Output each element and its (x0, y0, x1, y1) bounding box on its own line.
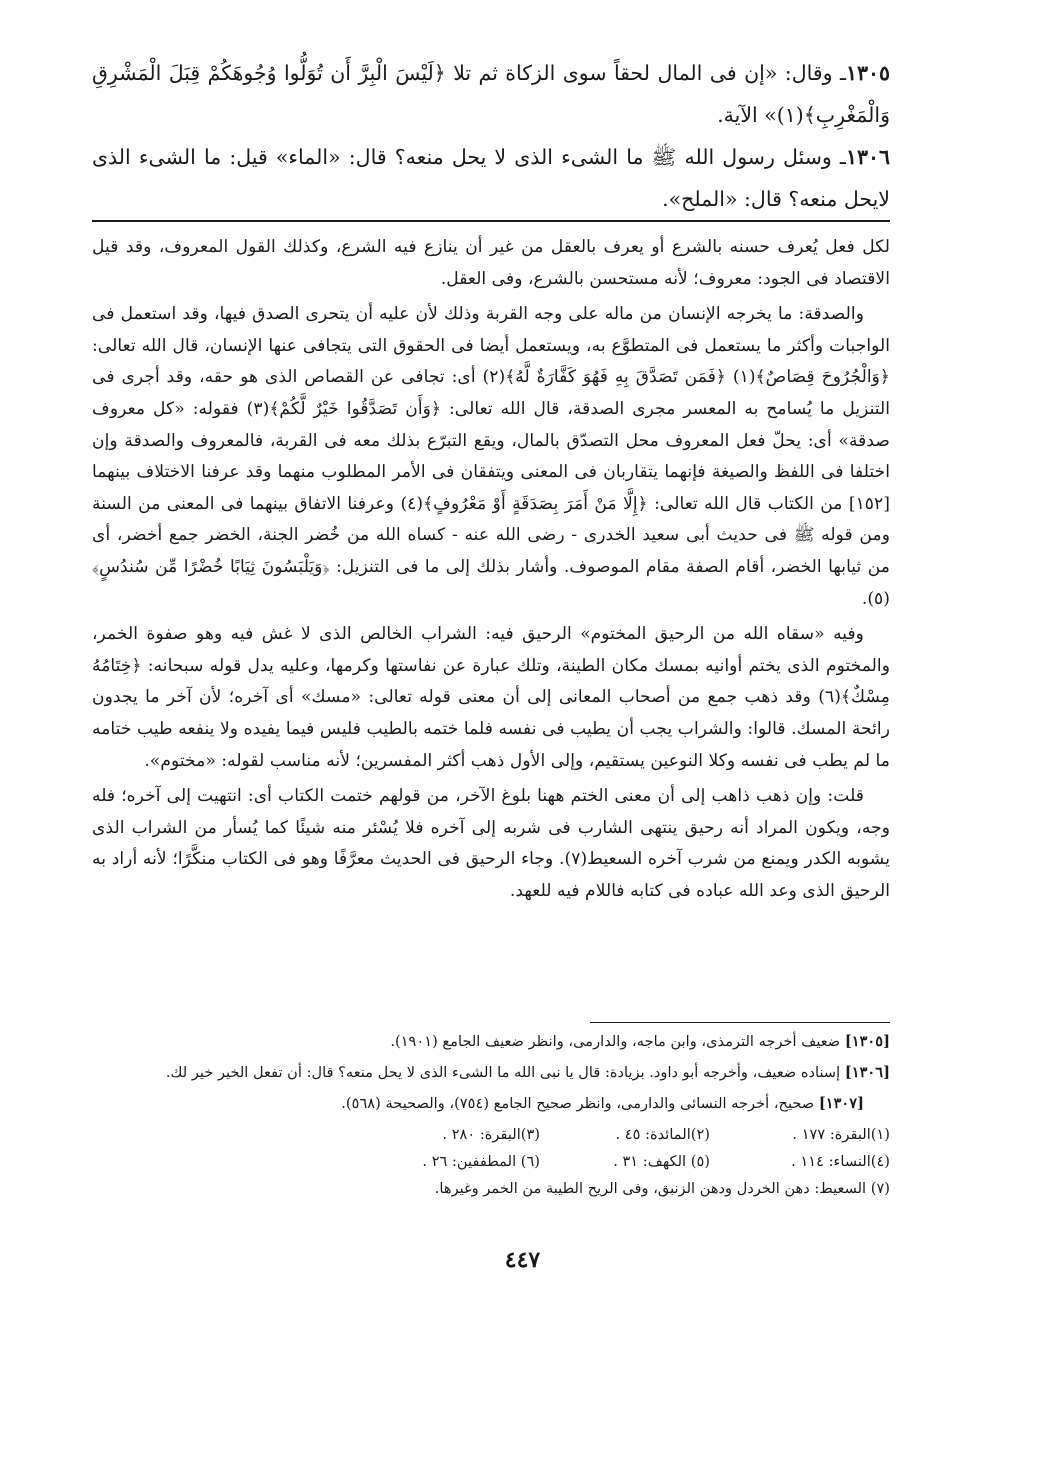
reference-item: (٤)النساء: ١١٤ . (791, 1153, 890, 1170)
footnote-divider (590, 1022, 890, 1023)
footnote-1307 (92, 1090, 890, 1117)
commentary-paragraph: والصدقة: ما يخرجه الإنسان من ماله على وجه القربة وذلك لأن عليه أن يتحرى الصدق فيها، وقد استعمل فى الواجبات وأكثر ما يستعمل فى المتطوَّع به، ويستعمل أيضا فى الحقوق التى يتجافى عنها الإنسان، قال الله تعالى: ﴿وَالْجُرُوحَ قِصَاصٌ﴾(١) ﴿فَمَن تَصَدَّقَ بِهِ فَهُوَ كَفَّارَةٌ لَّهُ﴾(٢) أى: تجافى عن القصاص الذى هو حقه، وقد أجرى فى التنزيل ما يُسامح به المعسر مجرى الصدقة، قال الله تعالى: ﴿وَأَن تَصَدَّقُوا خَيْرٌ لَّكُمْ﴾(٣) فقوله: «كل معروف صدقة» أى: يحلّ فعل المعروف محل التصدّق بالمال، ويقع التبرّع بذلك معه فى القربة، فالمعروف والصدقة وإن اختلفا فى اللفظ والصيغة فإنهما يتقاربان فى المعنى ويتفقان فى الأمر المطلوب منهما وقد عرفنا الاختلاف بينهما [١٥٢] من الكتاب قال الله تعالى: ﴿إِلَّا مَنْ أَمَرَ بِصَدَقَةٍ أَوْ مَعْرُوفٍ﴾(٤) وعرفنا الاتفاق بينهما فى المعنى من السنة ومن قوله ﷺ فى حديث أبى سعيد الخدرى - رضى الله عنه - كساه الله من خُضر الجنة، الخضر جمع أخضر، أى من ثيابها الخضر، أقام الصفة مقام الموصوف. وأشار بذلك إلى ما فى التنزيل: ﴿وَيَلْبَسُونَ ثِيَابًا خُضْرًا مِّن سُندُسٍ﴾(٥). (92, 304, 890, 609)
section-divider (92, 220, 890, 222)
reference-item: (٦) المطففين: ٢٦ . (422, 1153, 540, 1170)
hadith-text: وقال: «إن فى المال لحقاً سوى الزكاة ثم تلا ﴿لَيْسَ الْبِرَّ أَن تُوَلُّوا وُجُوهَكُمْ قِبَلَ الْمَشْرِقِ وَالْمَغْرِبِ﴾(١)» الآية. (92, 61, 890, 127)
commentary-paragraph: لكل فعل يُعرف حسنه بالشرع أو يعرف بالعقل من غير أن ينازع فيه الشرع، وكذلك القول المعروف، وقد قيل الاقتصاد فى الجود: معروف؛ لأنه مستحسن بالشرع، وفى العقل. (92, 237, 890, 289)
hadith-1306: ١٣٠٦ـ وسئل رسول الله ﷺ ما الشىء الذى لا يحل منعه؟ قال: «الماء» قيل: ما الشىء الذى لايحل منعه؟ قال: «الملح». (92, 145, 890, 211)
hadith-number: ١٣٠٥ (845, 61, 890, 85)
commentary-paragraph: وفيه «سقاه الله من الرحيق المختوم» الرحيق فيه: الشراب الخالص الذى لا غش فيه وهو صفوة الخمر، والمختوم الذى يختم أوانيه بمسك مكان الطينة، وتلك عبارة عن نفاستها وكرمها، وعليه يدل قوله سبحانه: ﴿خِتَامُهُ مِسْكٌ﴾(٦) وقد ذهب جمع من أصحاب المعانى إلى أن معنى قوله تعالى: «مسك» أى آخره؛ لأن آخر ما يجدون رائحة المسك. قالوا: والشراب يجب أن يطيب فى نفسه فلما ختمه بالطيب فليس فيما يفيده ولا ينفعه طيب ختامه ما لم يطب فى نفسه وكلا النوعين يستقيم، وإلى الأول ذهب أكثر المفسرين؛ لأنه مناسب لقوله: «مختوم». (92, 624, 890, 771)
reference-item: (٥) الكهف: ٣١ . (613, 1153, 710, 1170)
footnote-number: [١٣٠٦] (844, 1064, 890, 1081)
quran-references (92, 1121, 890, 1175)
hadith-text: وسئل رسول الله ﷺ ما الشىء الذى لا يحل منعه؟ قال: «الماء» قيل: ما الشىء الذى لايحل منعه؟ قال: «الملح». (92, 145, 890, 211)
footnote-text: ضعيف أخرجه الترمذى، وابن ماجه، والدارمى، وانظر ضعيف الجامع (١٩٠١). (390, 1033, 841, 1050)
commentary (92, 232, 890, 911)
footnotes (92, 1028, 890, 1206)
reference-item: (١)البقرة: ١٧٧ . (792, 1126, 890, 1143)
footnote-number: [١٣٠٧] (818, 1095, 864, 1112)
footnote-1306 (92, 1059, 890, 1086)
commentary-paragraph: قلت: وإن ذهب ذاهب إلى أن معنى الختم ههنا بلوغ الآخر، من قولهم ختمت الكتاب أى: انتهيت إلى آخره؛ فله وجه، ويكون المراد أنه رحيق ينتهى الشارب فى شربه إلى آخره فلا يُسْئر منه شيئًا كما يُسأر من الشراب الذى يشوبه الكدر ويمنع من شرب آخره السعيط(٧). وجاء الرحيق فى الحديث معرَّفًا وهو فى الكتاب منكَّرًا؛ لأنه أراد به الرحيق الذى وعد الله عباده فى كتابه فاللام فيه للعهد. (92, 786, 890, 901)
footnote-number: [١٣٠٥] (844, 1033, 890, 1050)
footnote-1305 (92, 1028, 890, 1055)
hadith-number: ١٣٠٦ (845, 145, 890, 169)
reference-item: (٢)المائدة: ٤٥ . (615, 1126, 710, 1143)
hadith-1305: ١٣٠٥ـ وقال: «إن فى المال لحقاً سوى الزكاة ثم تلا ﴿لَيْسَ الْبِرَّ أَن تُوَلُّوا وُجُوهَكُمْ قِبَلَ الْمَشْرِقِ وَالْمَغْرِبِ﴾(١)» الآية. (92, 61, 890, 127)
footnote-text: إسناده ضعيف، وأخرجه أبو داود. بزيادة: قال يا نبى الله ما الشىء الذى لا يحل منعه؟ قال: أن تفعل الخير خير لك. (165, 1064, 841, 1081)
footnote-7: (٧) السعيط: دهن الخردل ودهن الزنبق، وفى الريح الطيبة من الخمر وغيرها. (434, 1180, 890, 1197)
reference-item: (٣)البقرة: ٢٨٠ . (442, 1126, 540, 1143)
page-number: ٤٤٧ (504, 1247, 541, 1273)
footnote-text: صحيح، أخرجه النسائى والدارمى، وانظر صحيح الجامع (٧٥٤)، والصحيحة (٥٦٨). (341, 1095, 815, 1112)
